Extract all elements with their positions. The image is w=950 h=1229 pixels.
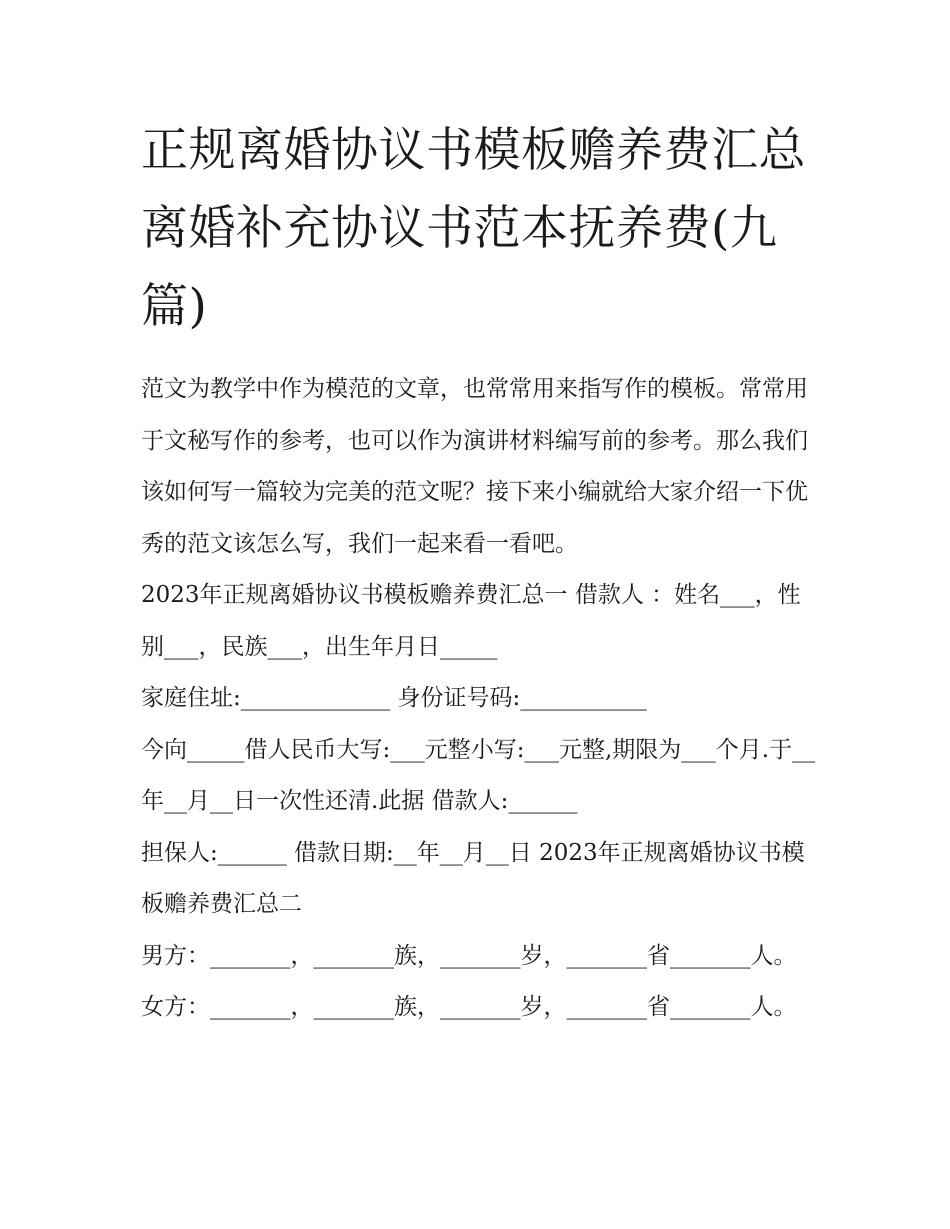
- document-title: 正规离婚协议书模板赡养费汇总 离婚补充协议书范本抚养费(九篇): [141, 123, 806, 334]
- address-id-paragraph: 家庭住址:_____________ 身份证号码:___________: [141, 685, 647, 711]
- male-party-paragraph: 男方：_______，_______族，_______岁，_______省_______人。: [141, 942, 797, 969]
- female-party-paragraph: 女方：_______，_______族，_______岁，_______省_______人。: [141, 994, 797, 1020]
- guarantor-paragraph: 担保人:______ 借款日期:__年__月__日 2023年正规离婚协议书模板赡养费汇总二: [141, 839, 805, 917]
- loan-terms-paragraph: 今向_____借人民币大写:___元整小写:___元整,期限为___个月.于__年__月__日一次性还清.此据 借款人:______: [141, 736, 816, 814]
- document-body: [141, 364, 821, 1034]
- borrower-info-paragraph: 2023年正规离婚协议书模板赡养费汇总一 借款人 ：姓名___，性别___，民族___，出生年月日_____: [141, 582, 801, 660]
- document-page: [141, 112, 821, 1034]
- intro-paragraph: 范文为教学中作为模范的文章，也常常用来指写作的模板。常常用于文秘写作的参考，也可以作为演讲材料编写前的参考。那么我们该如何写一篇较为完美的范文呢？接下来小编就给大家介绍一下优秀的范文该怎么写，我们一起来看一看吧。: [141, 376, 808, 557]
